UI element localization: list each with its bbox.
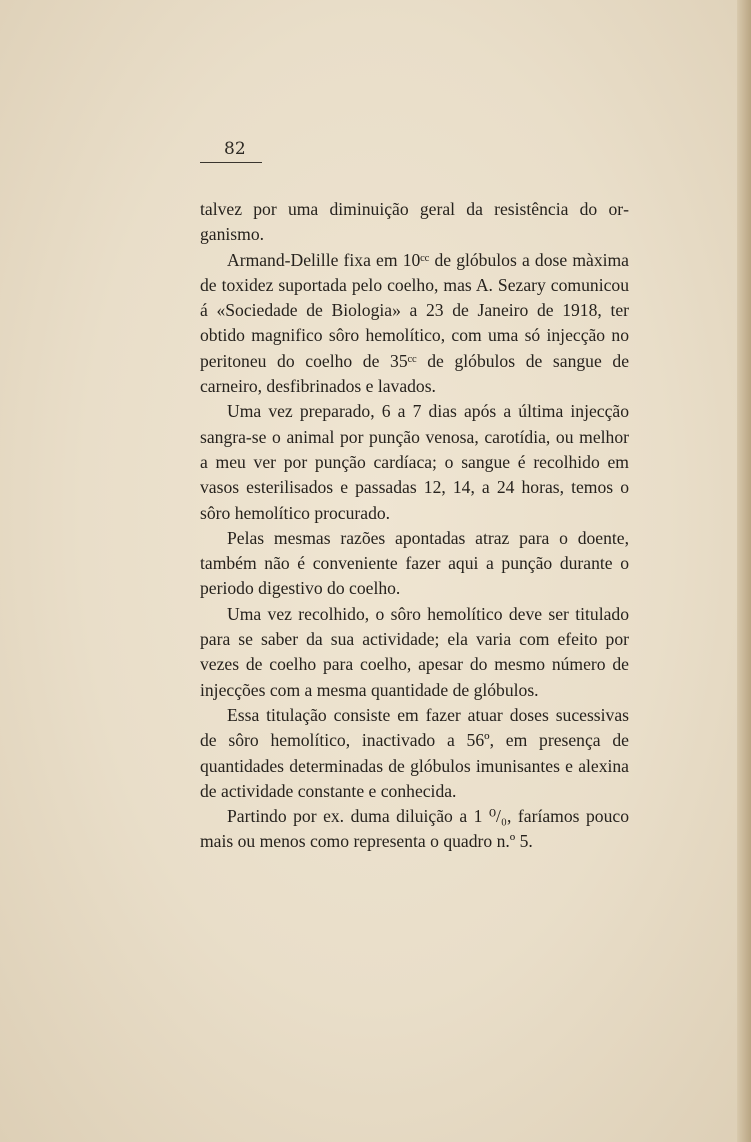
page-edge (737, 0, 751, 1142)
page-number: 82 (200, 139, 262, 163)
paragraph: Partindo por ex. duma diluição a 1 ⁰/₀, faríamos pouco mais ou menos como representa o quadro n.º 5. (200, 806, 629, 852)
paragraph: Uma vez preparado, 6 a 7 dias após a última injecção sangra-se o animal por punção venosa, carotídia, ou melhor a meu ver por punção cardíaca; o sangue é recolhido em vasos esterilisados e passadas 12, 14, a 24 horas, temos o sôro hemolítico procurado. (200, 401, 629, 523)
paragraph: Armand-Delille fixa em 10ᶜᶜ de glóbulos a dose màxima de toxidez suportada pelo coelho, mas A. Sezary comunicou á «Sociedade de Biologia» a 23 de Janeiro de 1918, ter obtido magnifico sôro hemolítico, com uma só injecção no peritoneu do coelho de 35ᶜᶜ de glóbulos de sangue de carneiro, desfibrinados e lavados. (200, 249, 629, 397)
paragraph: talvez por uma diminuição geral da resistência do organismo. (200, 199, 629, 245)
paragraph: Uma vez recolhido, o sôro hemolítico deve ser titulado para se saber da sua actividade; ela varia com efeito por vezes de coelho para coelho, apesar do mesmo número de injecções com a mesma quantidade de glóbulos. (200, 603, 629, 700)
paragraph: Pelas mesmas razões apontadas atraz para o doente, também não é conveniente fazer aqui a punção durante o periodo digestivo do coelho. (200, 527, 629, 599)
body-text (200, 197, 629, 855)
paragraph: Essa titulação consiste em fazer atuar doses sucessivas de sôro hemolítico, inactivado a 56º, em presença de quantidades determinadas de glóbulos imunisantes e alexina de actividade constante e conhecida. (200, 704, 629, 801)
